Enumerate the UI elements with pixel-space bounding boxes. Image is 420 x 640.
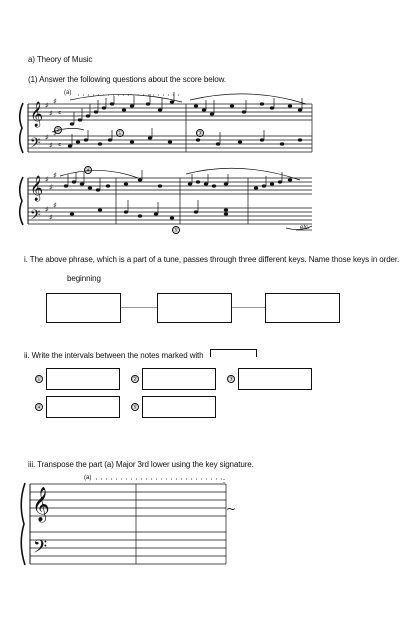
score-mark-1: ① (117, 131, 123, 137)
svg-text:𝄢: 𝄢 (33, 537, 48, 562)
score-mark-4: ④ (85, 168, 91, 174)
interval-label-5: ⑤ (132, 405, 138, 411)
key-answer-box-3[interactable] (265, 293, 340, 323)
interval-label-3: ③ (228, 377, 234, 383)
svg-text:𝄢: 𝄢 (30, 135, 41, 154)
key-answer-box-1[interactable] (46, 293, 121, 323)
score-part-marker-a: (a) (64, 90, 72, 96)
interval-answer-box-2[interactable] (142, 368, 216, 390)
svg-text:♯: ♯ (49, 183, 53, 192)
system-1-treble-staff (28, 104, 312, 120)
svg-text:♯: ♯ (53, 129, 57, 138)
interval-label-4: ④ (36, 405, 42, 411)
key-connector-2 (232, 307, 265, 308)
svg-text:~: ~ (226, 502, 237, 516)
key-connector-1 (121, 307, 157, 308)
interval-answer-box-5[interactable] (142, 396, 216, 418)
svg-text:𝄴: 𝄴 (58, 109, 62, 117)
system-3-bass-staff (30, 532, 226, 564)
svg-text:♯: ♯ (53, 171, 57, 180)
part-i-prompt: i. The above phrase, which is a part of a tune, passes through three different keys. Name those keys in order. (24, 255, 400, 264)
part-ii-prompt: ii. Write the intervals between the notes marked with (24, 351, 204, 360)
note-marker-bracket (210, 349, 257, 357)
interval-label-1: ① (36, 377, 42, 383)
transpose-part-marker-a: (a) (84, 475, 92, 481)
system-2-treble-staff (28, 178, 312, 194)
score-continuation-text: etc. (300, 225, 310, 231)
svg-text:♯: ♯ (45, 175, 49, 184)
svg-text:♯: ♯ (49, 109, 53, 118)
question-1-instruction: (1) Answer the following questions about the score below. (28, 75, 226, 84)
svg-text:𝄞: 𝄞 (32, 487, 50, 522)
svg-text:𝄴: 𝄴 (58, 141, 62, 149)
svg-text:♯: ♯ (53, 97, 57, 106)
section-title: a) Theory of Music (28, 55, 93, 64)
svg-text:♯: ♯ (49, 213, 53, 222)
svg-text:𝄞: 𝄞 (30, 176, 44, 201)
svg-text:𝄢: 𝄢 (30, 207, 41, 226)
key-answer-box-2[interactable] (157, 293, 232, 323)
score-mark-5: ⑤ (173, 228, 179, 234)
interval-label-2: ② (132, 377, 138, 383)
beginning-label: beginning (67, 274, 101, 283)
svg-text:𝄞: 𝄞 (30, 102, 44, 127)
interval-answer-box-4[interactable] (46, 396, 120, 418)
score-mark-3: ③ (197, 131, 203, 137)
svg-text:♯: ♯ (45, 205, 49, 214)
svg-text:♯: ♯ (45, 133, 49, 142)
svg-text:♯: ♯ (45, 101, 49, 110)
score-mark-2: ② (55, 128, 61, 134)
system-3-treble-staff (30, 484, 226, 516)
svg-text:♯: ♯ (53, 201, 57, 210)
system-1-bass-staff (28, 136, 312, 152)
svg-text:♯: ♯ (49, 141, 53, 150)
interval-answer-box-1[interactable] (46, 368, 120, 390)
part-iii-prompt: iii. Transpose the part (a) Major 3rd lower using the key signature. (28, 460, 254, 469)
interval-answer-box-3[interactable] (238, 368, 312, 390)
system-2-bass-staff (28, 208, 312, 224)
